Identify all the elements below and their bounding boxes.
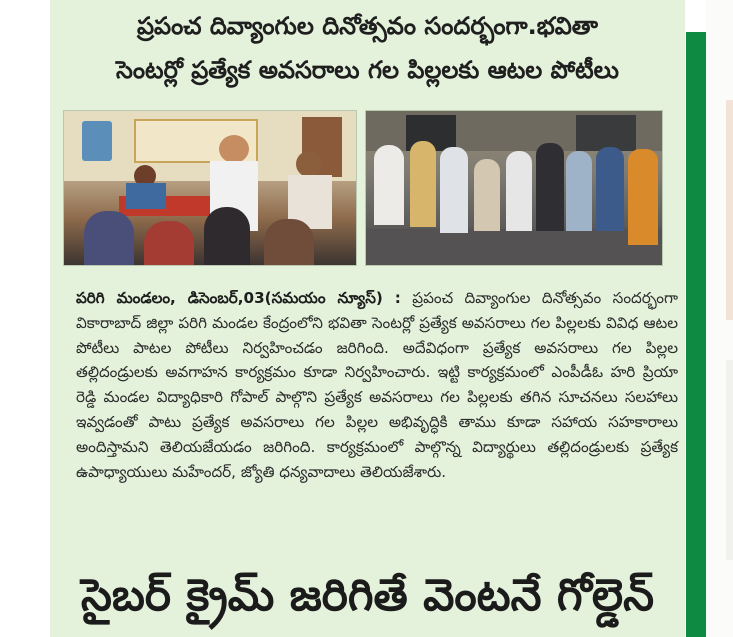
next-article-headline: సైబర్ క్రైమ్ జరిగితే వెంటనే గోల్డెన్ bbox=[81, 570, 654, 621]
column-rule bbox=[686, 32, 706, 637]
adjacent-page-strip bbox=[706, 0, 733, 637]
article-headline bbox=[50, 4, 685, 92]
adjacent-page-fragment bbox=[726, 100, 733, 320]
headline-line-1: ప్రపంచ దివ్యాంగుల దినోత్సవం సందర్భంగా.భవితా bbox=[136, 12, 599, 40]
event-photo-meeting bbox=[63, 110, 357, 266]
article-body-text: ప్రపంచ దివ్యాంగుల దినోత్సవం సందర్భంగా వికారాబాద్ జిల్లా పరిగి మండల కేంద్రంలోని భవితా సెంటర్లో ప్రత్యేక అవసరాలు గల పిల్లలకు వివిధ ఆటల పోటీలు పాటల పోటీలు నిర్వహించడం జరిగింది. అదేవిధంగా ప్రత్యేక అవసరాలు గల పిల్లల తల్లిదండ్రులకు అవగాహన కార్యక్రమం కూడా నిర్వహించారు. ఇట్టి కార్యక్రమంలో ఎంపీడీఓ హరి ప్రియా రెడ్డి మండల విద్యాధికారి గోపాల్ పాల్గొని ప్రత్యేక అవసరాలు గల పిల్లలకు తగిన సూచనలు సలహాలు ఇవ్వడంతో పాటు ప్రత్యేక అవసరాలు గల పిల్లల అభివృద్ధికి తాము కూడా సహాయ సహకారాలు అందిస్తామని తెలియజేయడం జరిగింది. కార్యక్రమంలో పాల్గొన్న విద్యార్థులు తల్లిదండ్రులకు ప్రత్యేక ఉపాధ్యాయులు మహేందర్, జ్యోతి ధన్యవాదాలు తెలియజేశారు. bbox=[76, 289, 678, 481]
article-dateline: పరిగి మండలం, డిసెంబర్,03(సమయం న్యూస్) : bbox=[76, 289, 401, 307]
event-photo-group bbox=[365, 110, 663, 266]
headline-line-2: సెంటర్లో ప్రత్యేక అవసరాలు గల పిల్లలకు ఆటల పోటీలు bbox=[116, 56, 619, 84]
article-body bbox=[76, 286, 678, 484]
adjacent-page-text-fragment bbox=[726, 360, 733, 560]
news-article bbox=[50, 0, 685, 637]
